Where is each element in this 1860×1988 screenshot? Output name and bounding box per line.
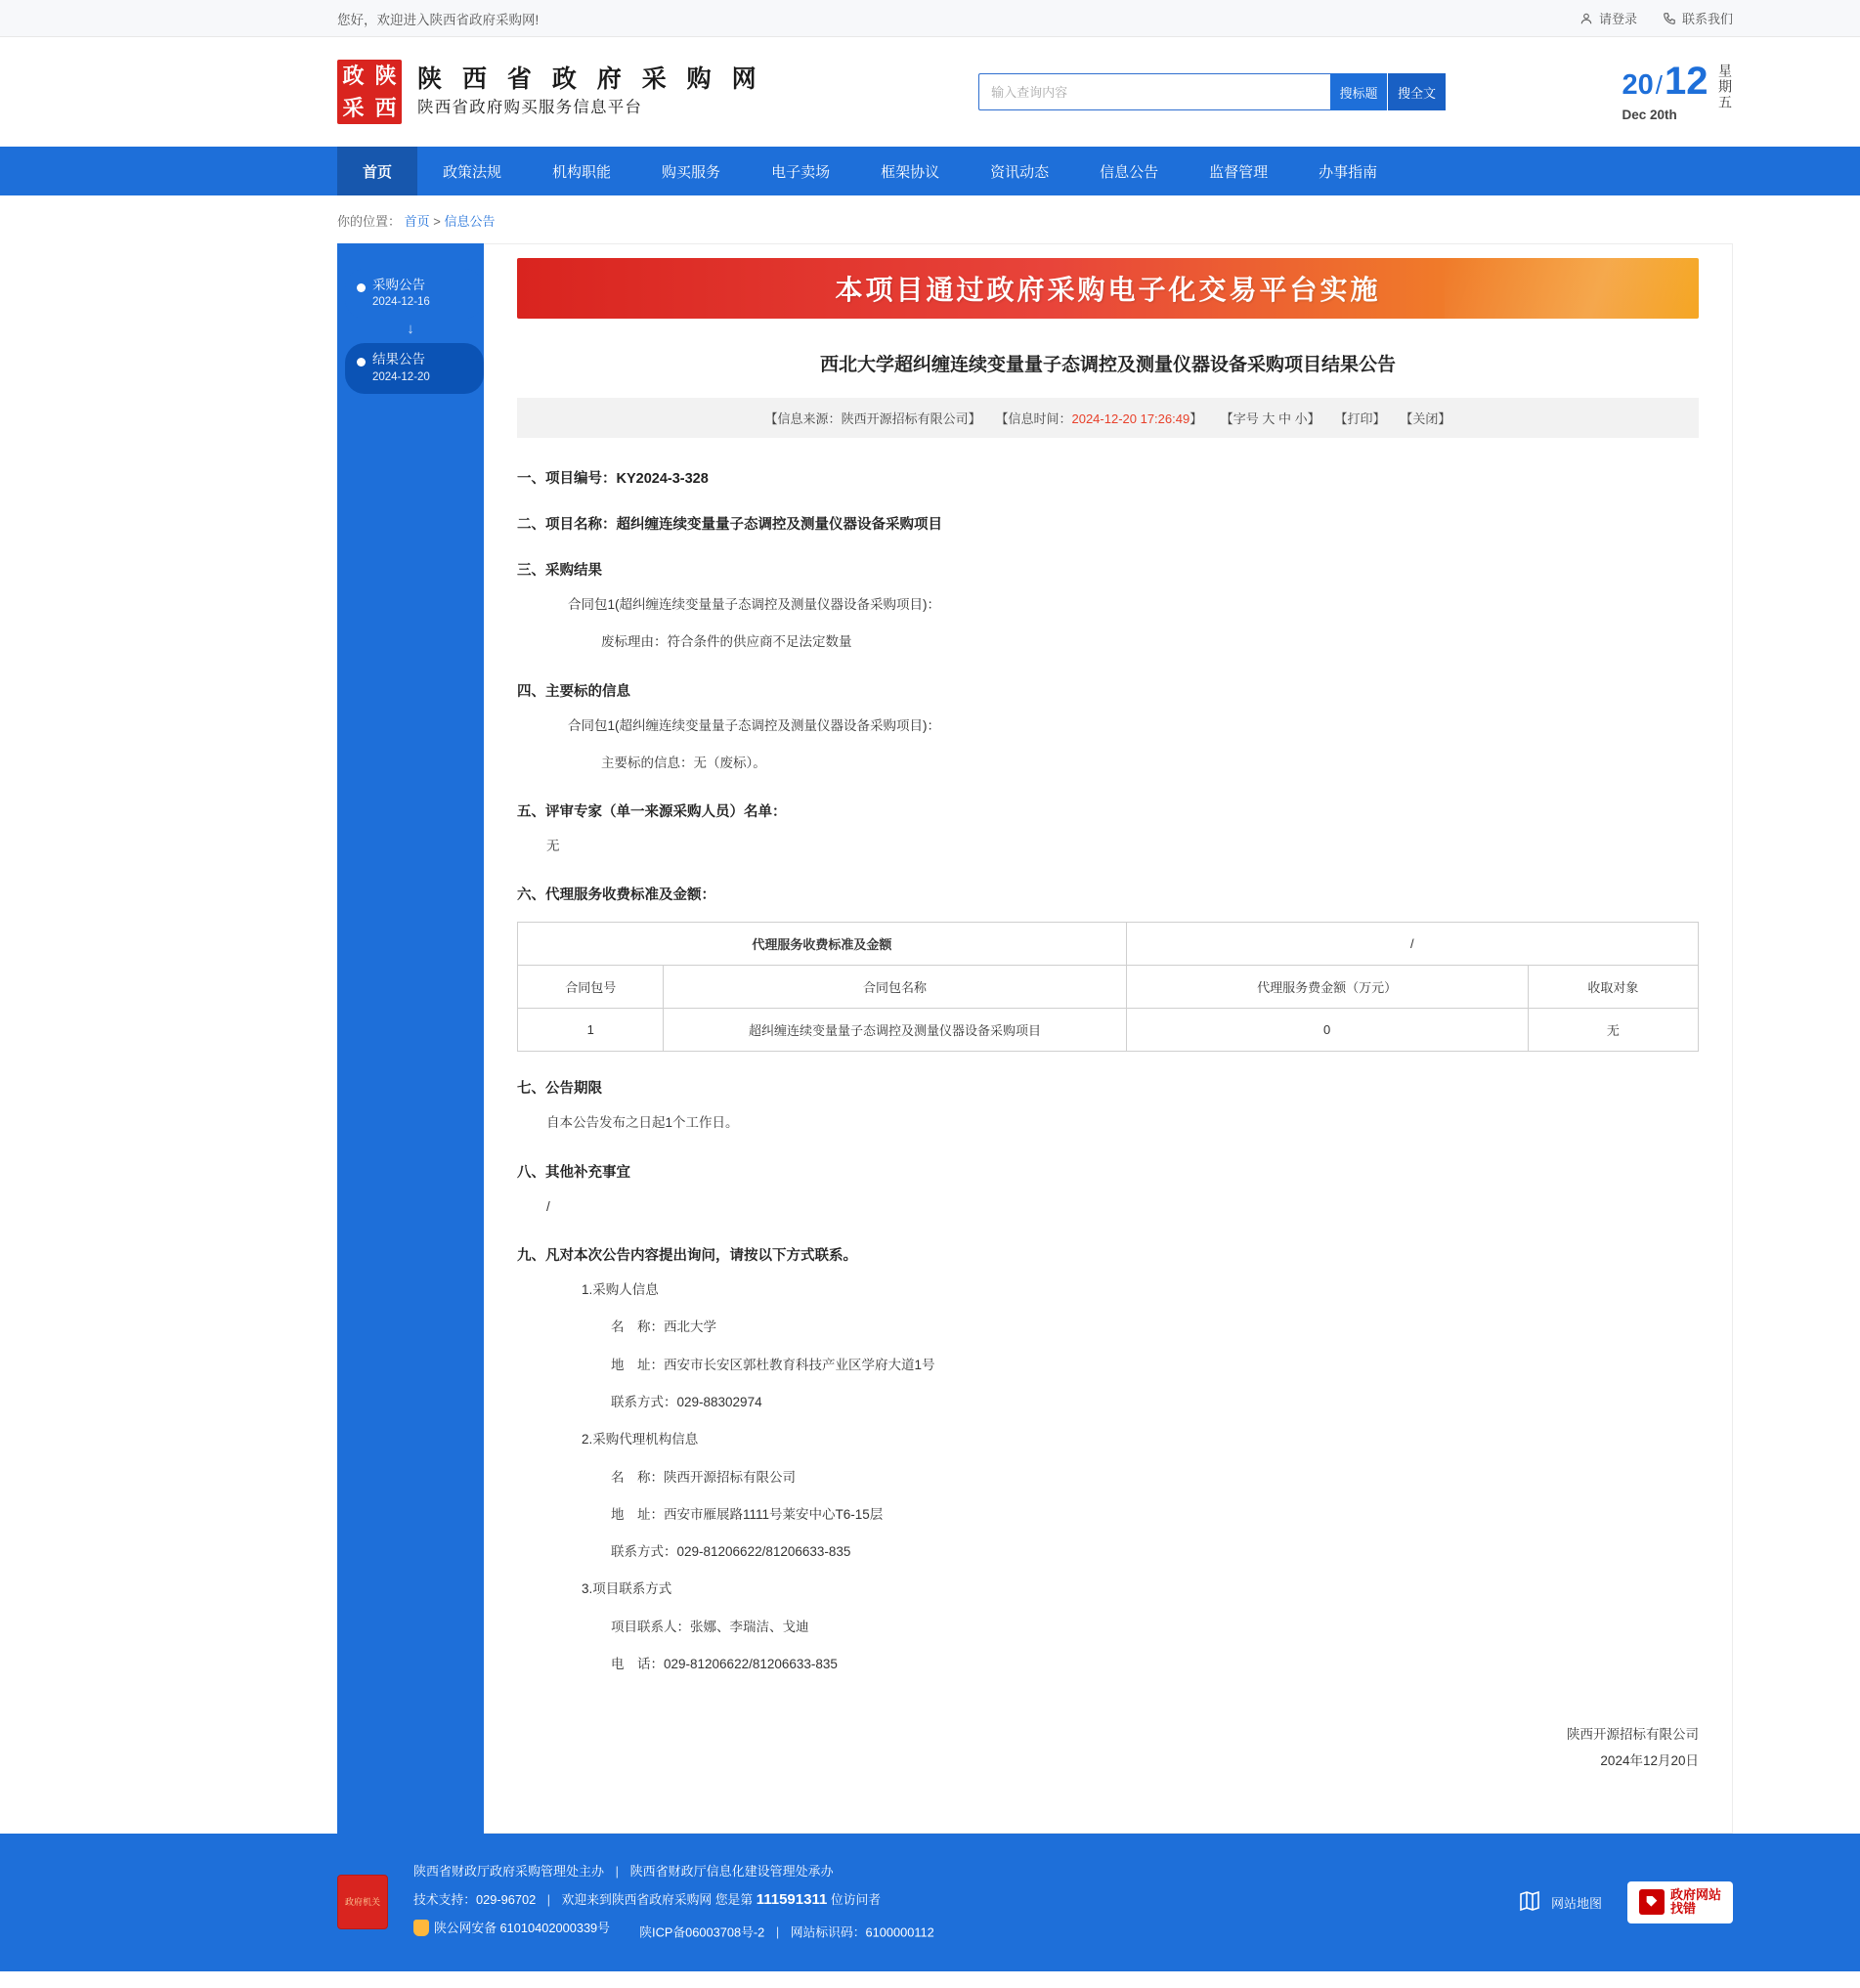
document-signature — [517, 1721, 1699, 1774]
icp-record-link[interactable]: 陕ICP备06003708号-2 — [639, 1924, 765, 1940]
logo-char-4: 西 — [374, 95, 397, 120]
meta-fontsize-end: 】 — [1307, 411, 1320, 426]
signature-date: 2024年12月20日 — [1600, 1753, 1699, 1769]
label-name: 名 称： — [611, 1469, 664, 1485]
gov-badge-line2: 找错 — [1669, 1901, 1696, 1917]
breadcrumb-sep: > — [433, 214, 441, 229]
logo-char-3: 采 — [342, 95, 365, 120]
fontsize-medium-button[interactable]: 中 — [1277, 411, 1291, 426]
search-area — [978, 73, 1446, 110]
value-address: 西安市长安区郭杜教育科技产业区学府大道1号 — [664, 1357, 935, 1372]
footer-visit-text: 欢迎来到陕西省政府采购网 您是第 — [561, 1891, 754, 1907]
user-icon — [1579, 12, 1593, 25]
section-8-line-1: / — [546, 1198, 550, 1214]
welcome-text: 您好，欢迎进入陕西省政府采购网! — [337, 12, 540, 27]
logo-char-1: 政 — [342, 63, 365, 88]
site-footer: 政府机关 陕西省财政厅政府采购管理处主办 | 陕西省财政厅信息化建设管理处承办 技术支持：029-96702 | 欢迎来到陕西省政府采购网 您是第 111591311 位访问者 陕公网安备 61010402000339号 陕ICP备06003708号-2 | 网站标识码：6100000112 网站地图 政府网站 找错 — [0, 1834, 1860, 1970]
fee-cell-amount: 0 — [1126, 1009, 1528, 1052]
nav-item-purchase-service[interactable]: 购买服务 — [662, 163, 721, 181]
date-month: 12 — [1665, 60, 1709, 103]
value-name: 西北大学 — [664, 1319, 716, 1335]
section-3-line-1: 合同包1(超纠缠连续变量量子态调控及测量仪器设备采购项目)： — [568, 597, 940, 612]
agency-fee-table — [517, 922, 1699, 1052]
section-1-heading: 一、项目编号：KY2024-3-328 — [517, 471, 709, 487]
gov-badge-icon — [1639, 1889, 1665, 1915]
date-widget — [1622, 62, 1734, 122]
sidebar-item-title: 结果公告 — [372, 352, 425, 367]
nav-item-home[interactable]: 首页 — [337, 147, 417, 195]
fee-header-package-no: 合同包号 — [518, 966, 664, 1009]
meta-source-label: 【信息来源： — [764, 411, 842, 426]
section-9-agency-name — [517, 1466, 1699, 1490]
bullet-icon — [357, 283, 366, 292]
value-tel: 029-81206622/81206633-835 — [676, 1544, 851, 1560]
section-6-heading: 六、代理服务收费标准及金额： — [517, 887, 715, 904]
section-5-line-1: 无 — [546, 839, 560, 854]
meta-fontsize-label: 【字号 — [1220, 411, 1259, 426]
meta-time-value: 2024-12-20 17:26:49 — [1071, 411, 1190, 426]
section-9-buyer-name — [517, 1316, 1699, 1339]
contact-link[interactable] — [1663, 9, 1733, 27]
fee-table-title-right: / — [1126, 923, 1698, 966]
site-header — [0, 37, 1860, 147]
value-person: 张娜、李瑞洁、戈迪 — [690, 1619, 809, 1634]
police-shield-icon — [413, 1920, 429, 1936]
date-day-prefix: 20 — [1622, 69, 1654, 101]
date-english: Dec 20th — [1622, 108, 1677, 122]
section-3-heading: 三、采购结果 — [517, 563, 602, 579]
fee-cell-payer: 无 — [1528, 1009, 1698, 1052]
sidebar-item-result-announcement[interactable] — [345, 343, 484, 393]
sidebar-arrow-icon: ↓ — [407, 321, 414, 338]
breadcrumb — [0, 195, 1860, 243]
close-button[interactable]: 【关闭】 — [1400, 411, 1451, 426]
sidebar-item-purchase-announcement[interactable] — [345, 269, 484, 319]
fontsize-small-button[interactable]: 小 — [1294, 411, 1308, 426]
label-tel: 联系方式： — [611, 1544, 677, 1560]
meta-time-label: 【信息时间： — [995, 411, 1072, 426]
footer-operator: 陕西省财政厅信息化建设管理处承办 — [629, 1864, 834, 1880]
section-9-agency-address — [517, 1503, 1699, 1527]
site-logo-icon — [337, 60, 402, 124]
label-address: 地 址： — [611, 1506, 664, 1522]
fee-header-payer: 收取对象 — [1528, 966, 1698, 1009]
fee-header-package-name: 合同包名称 — [664, 966, 1126, 1009]
sitemap-link[interactable] — [1516, 1889, 1602, 1916]
contact-link-label: 联系我们 — [1681, 12, 1733, 26]
section-9-agency-title: 2.采购代理机构信息 — [582, 1432, 699, 1448]
label-tel: 电 话： — [611, 1657, 664, 1672]
meta-source-value: 陕西开源招标有限公司 — [841, 411, 969, 426]
nav-item-announcements[interactable]: 信息公告 — [1100, 163, 1159, 181]
date-weekday: 星期五 — [1717, 64, 1733, 110]
section-4-line-1: 合同包1(超纠缠连续变量量子态调控及测量仪器设备采购项目)： — [568, 717, 940, 733]
fee-table-title-left: 代理服务收费标准及金额 — [518, 923, 1127, 966]
police-record-link[interactable] — [413, 1916, 610, 1941]
sidebar-item-date: 2024-12-20 — [372, 370, 430, 383]
nav-item-supervision[interactable]: 监督管理 — [1209, 163, 1269, 181]
gov-badge-line1: 政府网站 — [1669, 1886, 1721, 1902]
table-row — [518, 1009, 1699, 1052]
nav-item-news[interactable]: 资讯动态 — [990, 163, 1050, 181]
section-4-heading: 四、主要标的信息 — [517, 683, 630, 700]
label-tel: 联系方式： — [611, 1394, 677, 1409]
gov-website-error-report-badge[interactable] — [1627, 1881, 1733, 1924]
signature-org: 陕西开源招标有限公司 — [1567, 1727, 1699, 1743]
main-area — [0, 243, 1860, 1834]
fontsize-large-button[interactable]: 大 — [1262, 411, 1276, 426]
logo-char-2: 陕 — [374, 63, 397, 88]
nav-item-emarket[interactable]: 电子卖场 — [771, 163, 831, 181]
top-utility-bar — [0, 0, 1860, 37]
document-content — [484, 243, 1733, 1834]
national-emblem-icon — [337, 1875, 388, 1929]
value-address: 西安市雁展路1111号莱安中心T6-15层 — [664, 1506, 884, 1522]
sidebar — [337, 243, 484, 1834]
footer-host: 陕西省财政厅政府采购管理处主办 — [413, 1864, 605, 1880]
brand-title: 陕 西 省 政 府 采 购 网 — [417, 65, 763, 94]
value-name: 陕西开源招标有限公司 — [664, 1469, 796, 1485]
sidebar-item-date: 2024-12-16 — [372, 296, 430, 309]
section-9-buyer-title: 1.采购人信息 — [582, 1282, 659, 1298]
fee-header-amount: 代理服务费金额（万元） — [1126, 966, 1528, 1009]
label-address: 地 址： — [611, 1357, 664, 1372]
platform-banner — [517, 258, 1699, 319]
phone-icon — [1663, 12, 1676, 25]
footer-visit-suffix: 位访问者 — [830, 1891, 882, 1907]
section-7-line-1: 自本公告发布之日起1个工作日。 — [546, 1115, 739, 1131]
page-title: 西北大学超纠缠连续变量量子态调控及测量仪器设备采购项目结果公告 — [819, 355, 1396, 375]
section-3-line-2: 废标理由：符合条件的供应商不足法定数量 — [601, 634, 852, 650]
login-link[interactable] — [1579, 9, 1637, 27]
nav-item-functions[interactable]: 机构职能 — [552, 163, 612, 181]
login-link-label: 请登录 — [1598, 12, 1637, 26]
section-9-agency-tel — [517, 1540, 1699, 1564]
document-meta-bar — [517, 398, 1699, 438]
date-slash: / — [1655, 70, 1663, 100]
nav-item-framework[interactable]: 框架协议 — [881, 163, 940, 181]
section-4-line-2: 主要标的信息：无（废标）。 — [601, 755, 766, 770]
section-9-project-contact-tel — [517, 1653, 1699, 1676]
section-5-heading: 五、评审专家（单一来源采购人员）名单： — [517, 804, 787, 821]
footer-support: 技术支持：029-96702 — [413, 1891, 537, 1907]
search-input[interactable] — [978, 73, 1330, 110]
platform-banner-text: 本项目通过政府采购电子化交易平台实施 — [835, 275, 1381, 305]
value-tel: 029-81206622/81206633-835 — [664, 1657, 838, 1672]
map-icon — [1516, 1889, 1543, 1916]
brand-subtitle: 陕西省政府购买服务信息平台 — [417, 98, 643, 116]
meta-source-end: 】 — [968, 411, 981, 426]
section-9-project-contact-title: 3.项目联系方式 — [582, 1581, 672, 1597]
sidebar-item-title: 采购公告 — [372, 278, 425, 292]
emblem-label: 政府机关 — [344, 1897, 380, 1908]
nav-item-policy[interactable]: 政策法规 — [443, 163, 502, 181]
brand[interactable] — [337, 60, 763, 124]
value-tel: 029-88302974 — [676, 1394, 762, 1409]
search-title-button[interactable]: 搜标题 — [1330, 73, 1387, 110]
footer-visit-count: 111591311 — [756, 1890, 828, 1908]
table-row — [518, 923, 1699, 966]
meta-time-end: 】 — [1190, 411, 1203, 426]
print-button[interactable]: 【打印】 — [1334, 411, 1386, 426]
section-9-project-contact-person — [517, 1616, 1699, 1639]
bullet-icon — [357, 358, 366, 367]
search-fulltext-button[interactable]: 搜全文 — [1387, 73, 1446, 110]
label-name: 名 称： — [611, 1319, 664, 1335]
nav-item-guide[interactable]: 办事指南 — [1319, 163, 1378, 181]
section-8-heading: 八、其他补充事宜 — [517, 1164, 630, 1181]
section-2-heading: 二、项目名称：超纠缠连续变量量子态调控及测量仪器设备采购项目 — [517, 517, 942, 533]
breadcrumb-current[interactable]: 信息公告 — [444, 214, 496, 229]
table-header-row — [518, 966, 1699, 1009]
site-id-code: 网站标识码：6100000112 — [790, 1924, 934, 1940]
breadcrumb-home[interactable]: 首页 — [404, 214, 430, 229]
section-9-heading: 九、凡对本次公告内容提出询问，请按以下方式联系。 — [517, 1248, 857, 1265]
sitemap-label: 网站地图 — [1550, 1895, 1602, 1911]
section-9-buyer-address — [517, 1354, 1699, 1377]
fee-cell-package-name: 超纠缠连续变量量子态调控及测量仪器设备采购项目 — [664, 1009, 1126, 1052]
fee-cell-package-no: 1 — [518, 1009, 664, 1052]
label-person: 项目联系人： — [611, 1619, 690, 1634]
section-9-buyer-tel — [517, 1391, 1699, 1414]
section-7-heading: 七、公告期限 — [517, 1081, 602, 1098]
police-record-label: 陕公网安备 61010402000339号 — [434, 1920, 610, 1935]
main-nav — [0, 147, 1860, 195]
breadcrumb-prefix: 你的位置： — [337, 214, 402, 229]
